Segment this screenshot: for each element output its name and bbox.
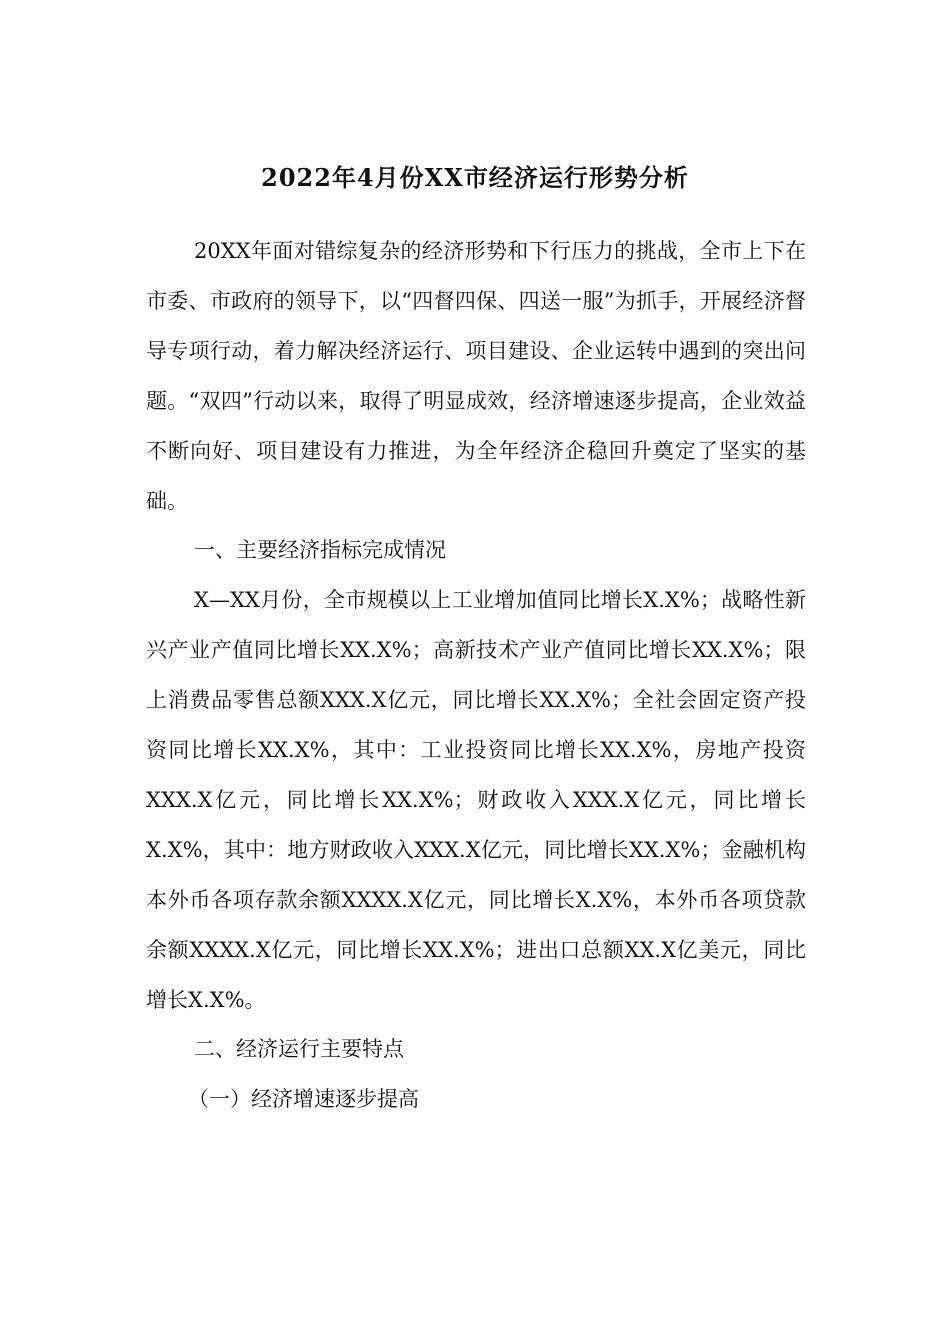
section-1-heading: 一、主要经济指标完成情况 [194, 538, 446, 562]
subsection-1-heading: （一）经济增速逐步提高 [188, 1087, 419, 1111]
document-title: 2022年4月份XX市经济运行形势分析 [261, 163, 689, 192]
section-2-heading: 二、经济运行主要特点 [194, 1037, 404, 1061]
section-1-paragraph: X—XX月份，全市规模以上工业增加值同比增长X.X%；战略性新兴产业产值同比增长XX.X%；高新技术产业产值同比增长XX.X%；限上消费品零售总额XXX.X亿元，同比增长XX.X%；全社会固定资产投资同比增长XX.X%，其中：工业投资同比增长XX.X%，房地产投资XXX.X亿元，同比增长XX.X%；财政收入XXX.X亿元，同比增长X.X%，其中：地方财政收入XXX.X亿元，同比增长XX.X%；金融机构本外币各项存款余额XXXX.X亿元，同比增长X.X%，本外币各项贷款余额XXXX.X亿元，同比增长XX.X%；进出口总额XX.X亿美元，同比增长X.X%。 [146, 588, 806, 1012]
intro-paragraph: 20XX年面对错综复杂的经济形势和下行压力的挑战，全市上下在市委、市政府的领导下，以“四督四保、四送一服”为抓手，开展经济督导专项行动，着力解决经济运行、项目建设、企业运转中遇到的突出问题。“双四”行动以来，取得了明显成效，经济增速逐步提高，企业效益不断向好、项目建设有力推进，为全年经济企稳回升奠定了坚实的基础。 [146, 239, 806, 513]
